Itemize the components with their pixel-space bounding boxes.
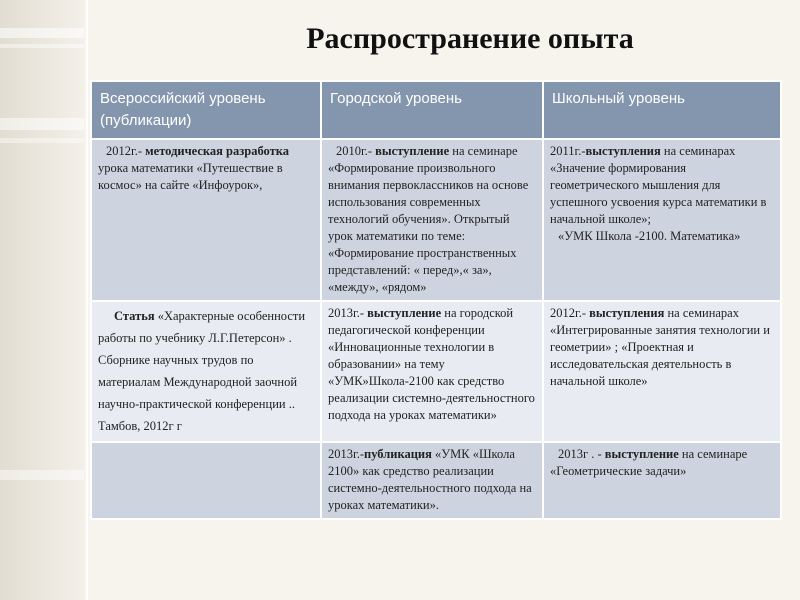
cell-all-russian xyxy=(91,442,321,519)
decorative-stripe xyxy=(0,470,84,480)
cell-text: на городской педагогической конференции «Инновационные технологии в образовании» на тему «УМК»Школа-2100 как средство реализации системно-деятельностного подхода на уроках математики» xyxy=(328,306,535,422)
cell-lead: 2011г.- xyxy=(550,144,586,158)
cell-bold: выступление xyxy=(604,447,679,461)
left-decorative-panel xyxy=(0,0,84,600)
decorative-stripe xyxy=(0,118,84,130)
cell-school xyxy=(543,442,781,519)
decorative-stripe xyxy=(0,28,84,38)
cell-school xyxy=(543,139,781,301)
cell-city xyxy=(321,139,543,301)
cell-extra: «УМК Школа -2100. Математика» xyxy=(558,229,741,243)
cell-text: на семинарах «Интегрированные занятия технологии и геометрии» ; «Проектная и исследовательская деятельность в начальной школе» xyxy=(550,306,770,388)
header-school: Школьный уровень xyxy=(543,81,781,139)
cell-bold: Статья xyxy=(114,309,155,323)
cell-all-russian xyxy=(91,139,321,301)
cell-bold: выступление xyxy=(375,144,450,158)
cell-bold: публикация xyxy=(364,447,432,461)
decorative-stripe xyxy=(0,44,84,48)
cell-text: «УМК «Школа 2100» как средство реализации системно-деятельностного подхода на уроках математики». xyxy=(328,447,532,512)
cell-text: на семинарах «Значение формирования геометрического мышления для успешного усвоения курса математики в начальной школе»; xyxy=(550,144,767,226)
cell-bold: выступления xyxy=(589,306,665,320)
cell-bold: выступление xyxy=(367,306,442,320)
cell-lead: 2013г.- xyxy=(328,306,368,320)
cell-bold: методическая разработка xyxy=(145,144,290,158)
decorative-divider xyxy=(86,0,88,600)
decorative-stripe xyxy=(0,138,84,143)
cell-all-russian xyxy=(91,301,321,442)
cell-city xyxy=(321,301,543,442)
cell-school xyxy=(543,301,781,442)
cell-text: урока математики «Путешествие в космос» на сайте «Инфоурок», xyxy=(98,161,283,192)
page-title: Распространение опыта xyxy=(306,22,634,55)
table-row xyxy=(91,301,781,442)
cell-bold: выступления xyxy=(585,144,661,158)
cell-text: «Характерные особенности работы по учебнику Л.Г.Петерсон» . Сборнике научных трудов по материалам Международной заочной научно-практической конференции .. Тамбов, 2012г г xyxy=(98,309,306,433)
table-row xyxy=(91,442,781,519)
table-header-row xyxy=(91,81,781,139)
cell-lead: 2012г.- xyxy=(106,144,146,158)
cell-lead: 2013г . - xyxy=(558,447,605,461)
cell-text: на семинаре «Формирование произвольного внимания первоклассников на основе использования современных технологий обучения». Открытый урок математики по теме: «Формирование пространственных представлений: « перед»,« за», «между», «рядом» xyxy=(328,144,529,294)
header-city: Городской уровень xyxy=(321,81,543,139)
table-row xyxy=(91,139,781,301)
header-all-russian: Всероссийский уровень (публикации) xyxy=(91,81,321,139)
cell-lead: 2013г.- xyxy=(328,447,365,461)
cell-lead: 2012г.- xyxy=(550,306,590,320)
cell-lead: 2010г.- xyxy=(336,144,376,158)
cell-city xyxy=(321,442,543,519)
experience-table xyxy=(90,80,782,520)
cell-text: на семинаре «Геометрические задачи» xyxy=(550,447,748,478)
